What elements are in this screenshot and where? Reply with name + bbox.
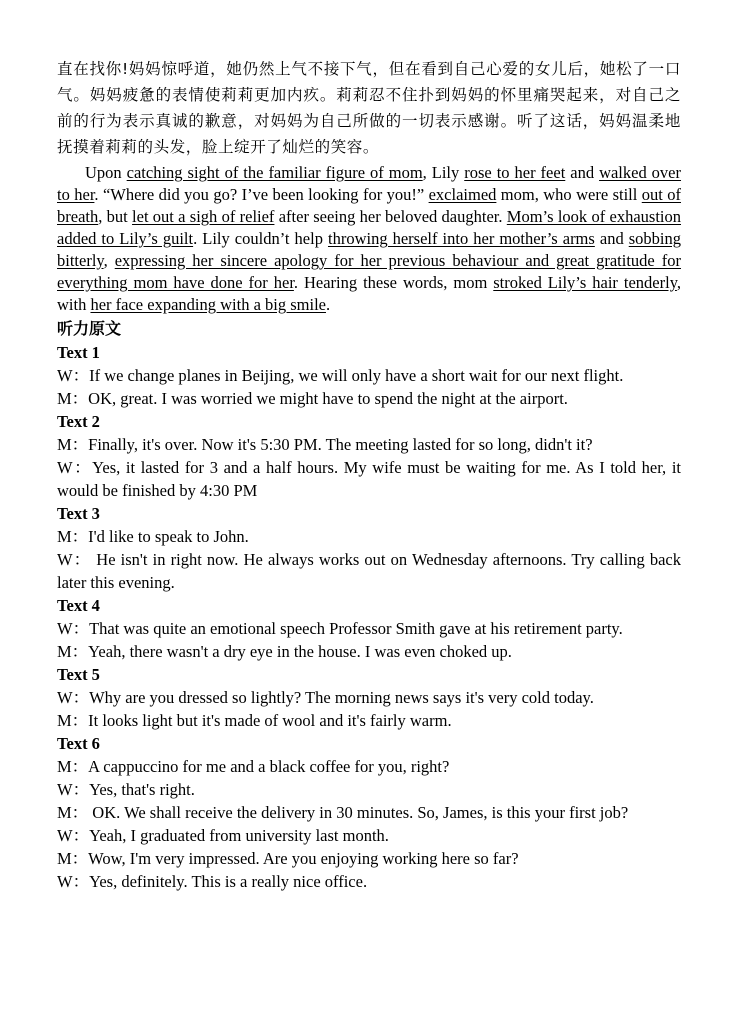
paragraph-text: after seeing her beloved daughter. <box>274 207 507 226</box>
underlined-phrase: rose to her feet <box>464 163 566 182</box>
underlined-phrase: walked over to her <box>57 163 682 204</box>
underlined-phrase: throwing herself into her mother’s arms <box>327 229 595 248</box>
text-label: Text 4 <box>57 596 100 615</box>
text-label: Text 2 <box>57 412 100 431</box>
paragraph-text: . “Where did you go? I’ve been looking for you!” <box>94 185 429 204</box>
underlined-phrase: catching sight of the familiar figure of mom <box>126 163 423 182</box>
dialogue-line: M：I'd like to speak to John. <box>57 527 249 546</box>
section-heading: 听力原文 <box>57 319 122 338</box>
underlined-phrase: expressing her sincere apology for her previous behaviour and great gratitude for everything mom have done for her <box>57 251 681 292</box>
english-paragraph <box>57 162 681 316</box>
underlined-phrase: stroked Lily’s hair tenderly <box>493 273 677 292</box>
underlined-phrase: let out a sigh of relief <box>132 207 275 226</box>
paragraph-text: . Hearing these words, mom <box>293 273 494 292</box>
paragraph-text: , Lily <box>422 163 465 182</box>
dialogue-line: M：Yeah, there wasn't a dry eye in the house. I was even choked up. <box>57 642 512 661</box>
underlined-phrase: her face expanding with a big smile <box>90 295 326 314</box>
underlined-phrase: sobbing bitterly <box>57 229 681 270</box>
dialogue-line: M： OK. We shall receive the delivery in 30 minutes. So, James, is this your first job? <box>57 803 629 822</box>
paragraph-text: , but <box>98 207 133 226</box>
chinese-paragraph: 直在找你!妈妈惊呼道，她仍然上气不接下气，但在看到自己心爱的女儿后，她松了一口气。妈妈疲惫的表情使莉莉更加内疚。莉莉忍不住扑到妈妈的怀里痛哭起来，对自己之前的行为表示真诚的歉意，对妈妈为自己所做的一切表示感谢。听了这话，妈妈温柔地抚摸着莉莉的头发，脸上绽开了灿烂的笑容。 <box>57 60 681 156</box>
listening-texts <box>57 342 681 893</box>
dialogue-line: W：If we change planes in Beijing, we will only have a short wait for our next flight. <box>57 366 624 385</box>
underlined-phrase: Mom’s look of exhaustion added to Lily’s guilt <box>57 207 681 248</box>
text-label: Text 6 <box>57 734 100 753</box>
paragraph-text: and <box>594 229 629 248</box>
dialogue-line: M：It looks light but it's made of wool and it's fairly warm. <box>57 711 452 730</box>
underlined-phrase: out of breath <box>57 185 681 226</box>
dialogue-line: M：Finally, it's over. Now it's 5:30 PM. The meeting lasted for so long, didn't it? <box>57 435 593 454</box>
dialogue-line: W：Yeah, I graduated from university last month. <box>57 826 389 845</box>
dialogue-line: W：Why are you dressed so lightly? The morning news says it's very cold today. <box>57 688 594 707</box>
dialogue-line: W： He isn't in right now. He always works out on Wednesday afternoons. Try calling back later this evening. <box>57 550 681 592</box>
paragraph-text: , <box>103 251 115 270</box>
paragraph-text: Upon <box>85 163 127 182</box>
text-label: Text 1 <box>57 343 100 362</box>
text-label: Text 3 <box>57 504 100 523</box>
text-label: Text 5 <box>57 665 100 684</box>
dialogue-line: W：Yes, that's right. <box>57 780 195 799</box>
paragraph-text: mom, who were still <box>496 185 642 204</box>
paragraph-text: and <box>565 163 600 182</box>
paragraph-text: , with <box>57 273 681 314</box>
document-page <box>57 56 681 893</box>
dialogue-line: M：OK, great. I was worried we might have to spend the night at the airport. <box>57 389 568 408</box>
dialogue-line: M：Wow, I'm very impressed. Are you enjoying working here so far? <box>57 849 519 868</box>
paragraph-text: . <box>325 295 331 314</box>
dialogue-line: W：Yes, definitely. This is a really nice office. <box>57 872 368 891</box>
dialogue-line: W：That was quite an emotional speech Professor Smith gave at his retirement party. <box>57 619 623 638</box>
paragraph-text: . Lily couldn’t help <box>193 229 328 248</box>
dialogue-line: M：A cappuccino for me and a black coffee for you, right? <box>57 757 450 776</box>
underlined-phrase: exclaimed <box>428 185 497 204</box>
dialogue-line: W：Yes, it lasted for 3 and a half hours. My wife must be waiting for me. As I told her, it would be finished by 4:30 PM <box>57 458 681 500</box>
